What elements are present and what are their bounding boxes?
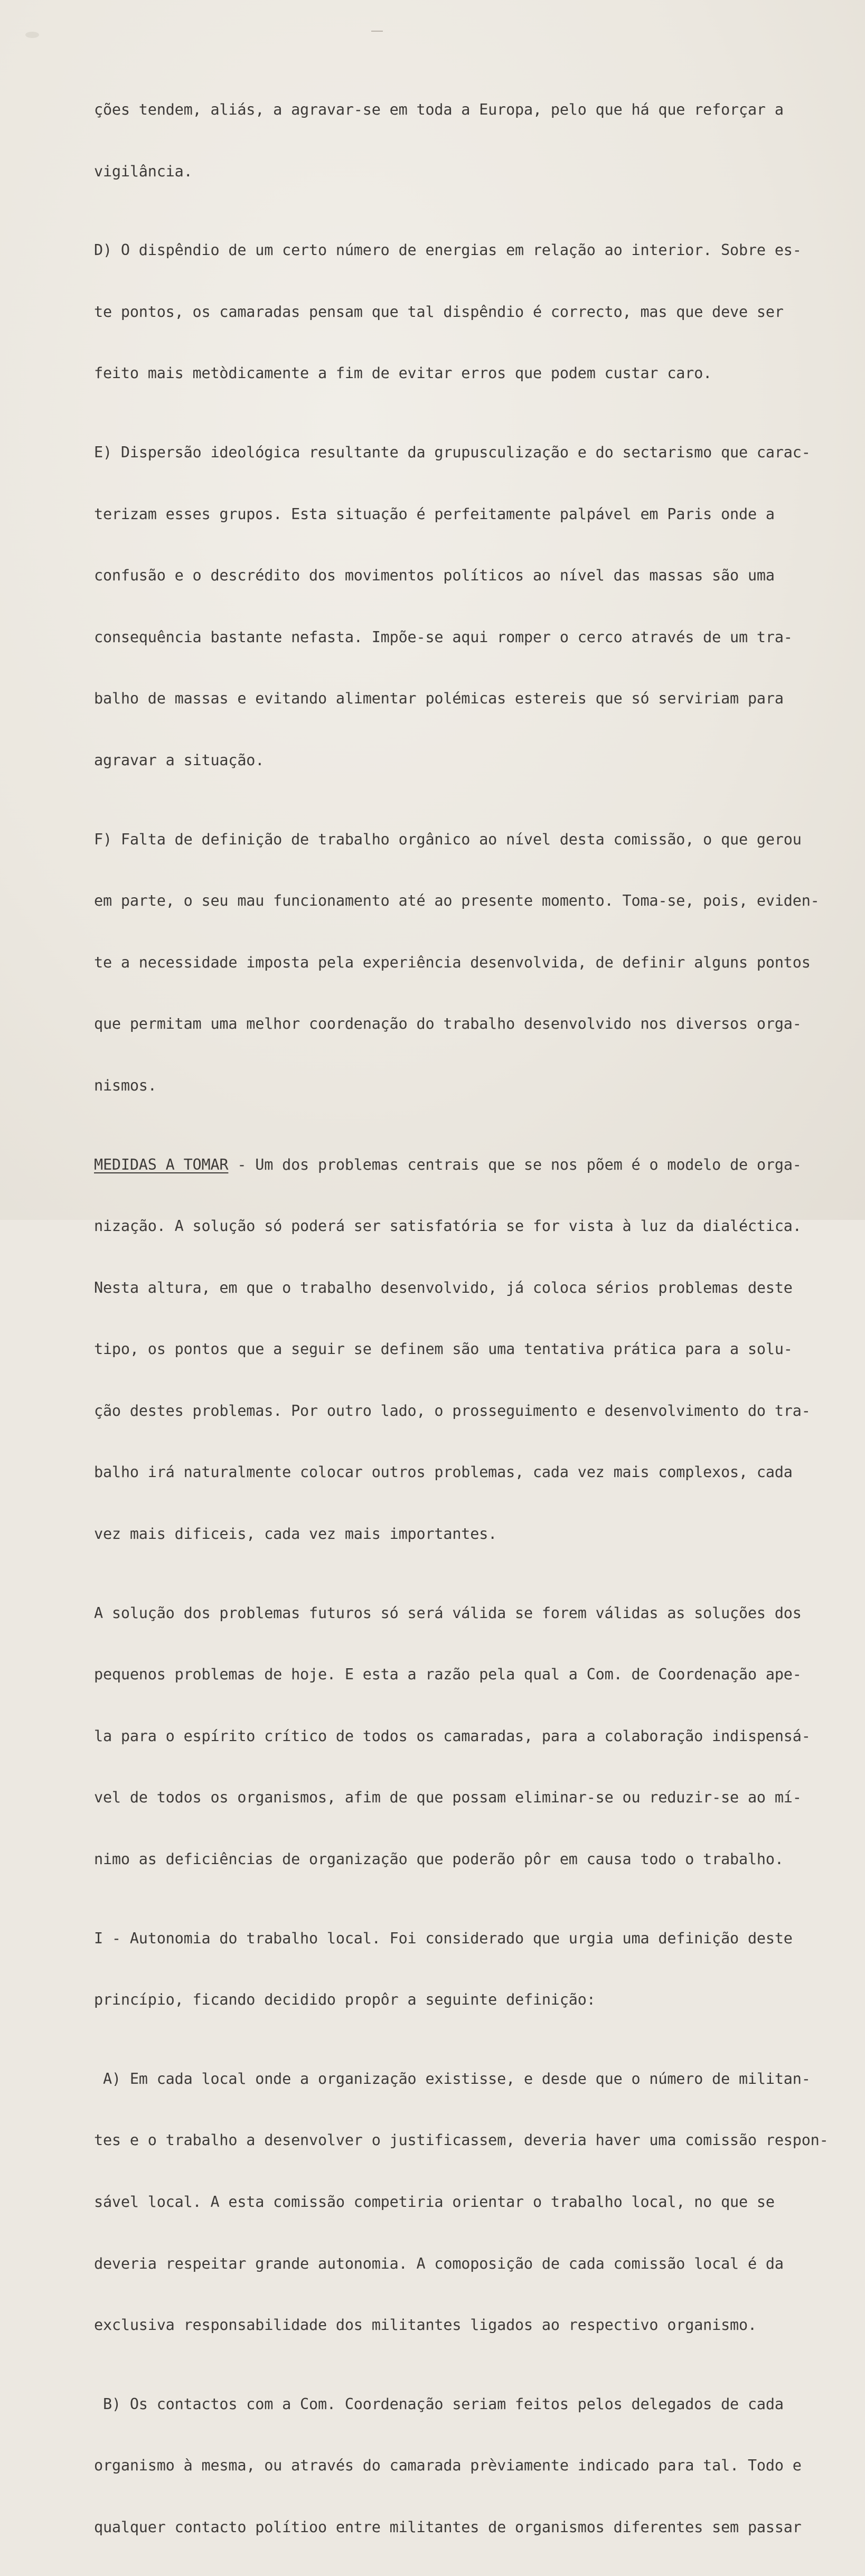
text-line: balho de massas e evitando alimentar polémicas estereis que só serviriam para [94, 690, 784, 708]
heading-continuation: - Um dos problemas centrais que se nos põem é o modelo de orga- [228, 1155, 802, 1173]
text-line: ções tendem, aliás, a agravar-se em toda a Europa, pelo que há que reforçar a [94, 101, 784, 118]
text-line: sável local. A esta comissão competiria orientar o trabalho local, no que se [94, 2193, 775, 2211]
text-line: A solução dos problemas futuros só será válida se forem válidas as soluções dos [94, 1604, 802, 1622]
text-line: tes e o trabalho a desenvolver o justificassem, deveria haver uma comissão respon- [94, 2131, 829, 2149]
text-line: la para o espírito crítico de todos os camaradas, para a colaboração indispensá- [94, 1727, 811, 1745]
text-line: te pontos, os camaradas pensam que tal dispêndio é correcto, mas que deve ser [94, 303, 784, 321]
text-line: nimo as deficiências de organização que poderão pôr em causa todo o trabalho. [94, 1850, 784, 1868]
text-line: princípio, ficando decidido propôr a seguinte definição: [94, 1991, 596, 2009]
text-line: em parte, o seu mau funcionamento até ao presente momento. Toma-se, pois, eviden- [94, 892, 820, 910]
text-line: exclusiva responsabilidade dos militantes ligados ao respectivo organismo. [94, 2316, 757, 2334]
text-line: vez mais dificeis, cada vez mais importantes. [94, 1525, 497, 1543]
paper-mark [25, 32, 39, 38]
text-line: feito mais metòdicamente a fim de evitar erros que podem custar caro. [94, 364, 712, 382]
text-line: confusão e o descrédito dos movimentos políticos ao nível das massas são uma [94, 567, 775, 585]
text-line: ção destes problemas. Por outro lado, o prosseguimento e desenvolvimento do tra- [94, 1402, 811, 1419]
section-heading: MEDIDAS A TOMAR [94, 1155, 229, 1173]
text-line [94, 1152, 860, 1179]
text-line: vel de todos os organismos, afim de que possam eliminar-se ou reduzir-se ao mí- [94, 1789, 802, 1807]
text-line: I - Autonomia do trabalho local. Foi considerado que urgia uma definição deste [94, 1929, 793, 1947]
top-dash-mark [371, 31, 383, 32]
text-line: tipo, os pontos que a seguir se definem são uma tentativa prática para a solu- [94, 1340, 793, 1358]
text-line: Nesta altura, em que o trabalho desenvolvido, já coloca sérios problemas deste [94, 1278, 793, 1296]
text-line: consequência bastante nefasta. Impõe-se aqui romper o cerco através de um tra- [94, 628, 793, 646]
text-line: D) O dispêndio de um certo número de energias em relação ao interior. Sobre es- [94, 241, 802, 259]
page-body [94, 44, 860, 2576]
text-line: nização. A solução só poderá ser satisfatória se for vista à luz da dialéctica. [94, 1217, 802, 1235]
text-line: te a necessidade imposta pela experiência desenvolvida, de definir alguns pontos [94, 953, 811, 971]
text-line: agravar a situação. [94, 751, 265, 769]
text-line: que permitam uma melhor coordenação do trabalho desenvolvido nos diversos orga- [94, 1015, 802, 1033]
text-line: B) Os contactos com a Com. Coordenação seriam feitos pelos delegados de cada [94, 2395, 784, 2413]
text-line: qualquer contacto polítioo entre militantes de organismos diferentes sem passar [94, 2518, 802, 2536]
text-line: pequenos problemas de hoje. E esta a razão pela qual a Com. de Coordenação ape- [94, 1666, 802, 1684]
text-line: terizam esses grupos. Esta situação é perfeitamente palpável em Paris onde a [94, 505, 775, 523]
text-line: F) Falta de definição de trabalho orgânico ao nível desta comissão, o que gerou [94, 830, 802, 848]
text-line: deveria respeitar grande autonomia. A comoposição de cada comissão local é da [94, 2254, 784, 2272]
text-line: vigilância. [94, 162, 193, 180]
text-line: A) Em cada local onde a organização existisse, e desde que o número de militan- [94, 2070, 811, 2088]
text-line: nismos. [94, 1076, 157, 1094]
text-line: organismo à mesma, ou através do camarada prèviamente indicado para tal. Todo e [94, 2457, 802, 2475]
text-line: E) Dispersão ideológica resultante da grupusculização e do sectarismo que carac- [94, 443, 811, 461]
text-line: balho irá naturalmente colocar outros problemas, cada vez mais complexos, cada [94, 1463, 793, 1481]
